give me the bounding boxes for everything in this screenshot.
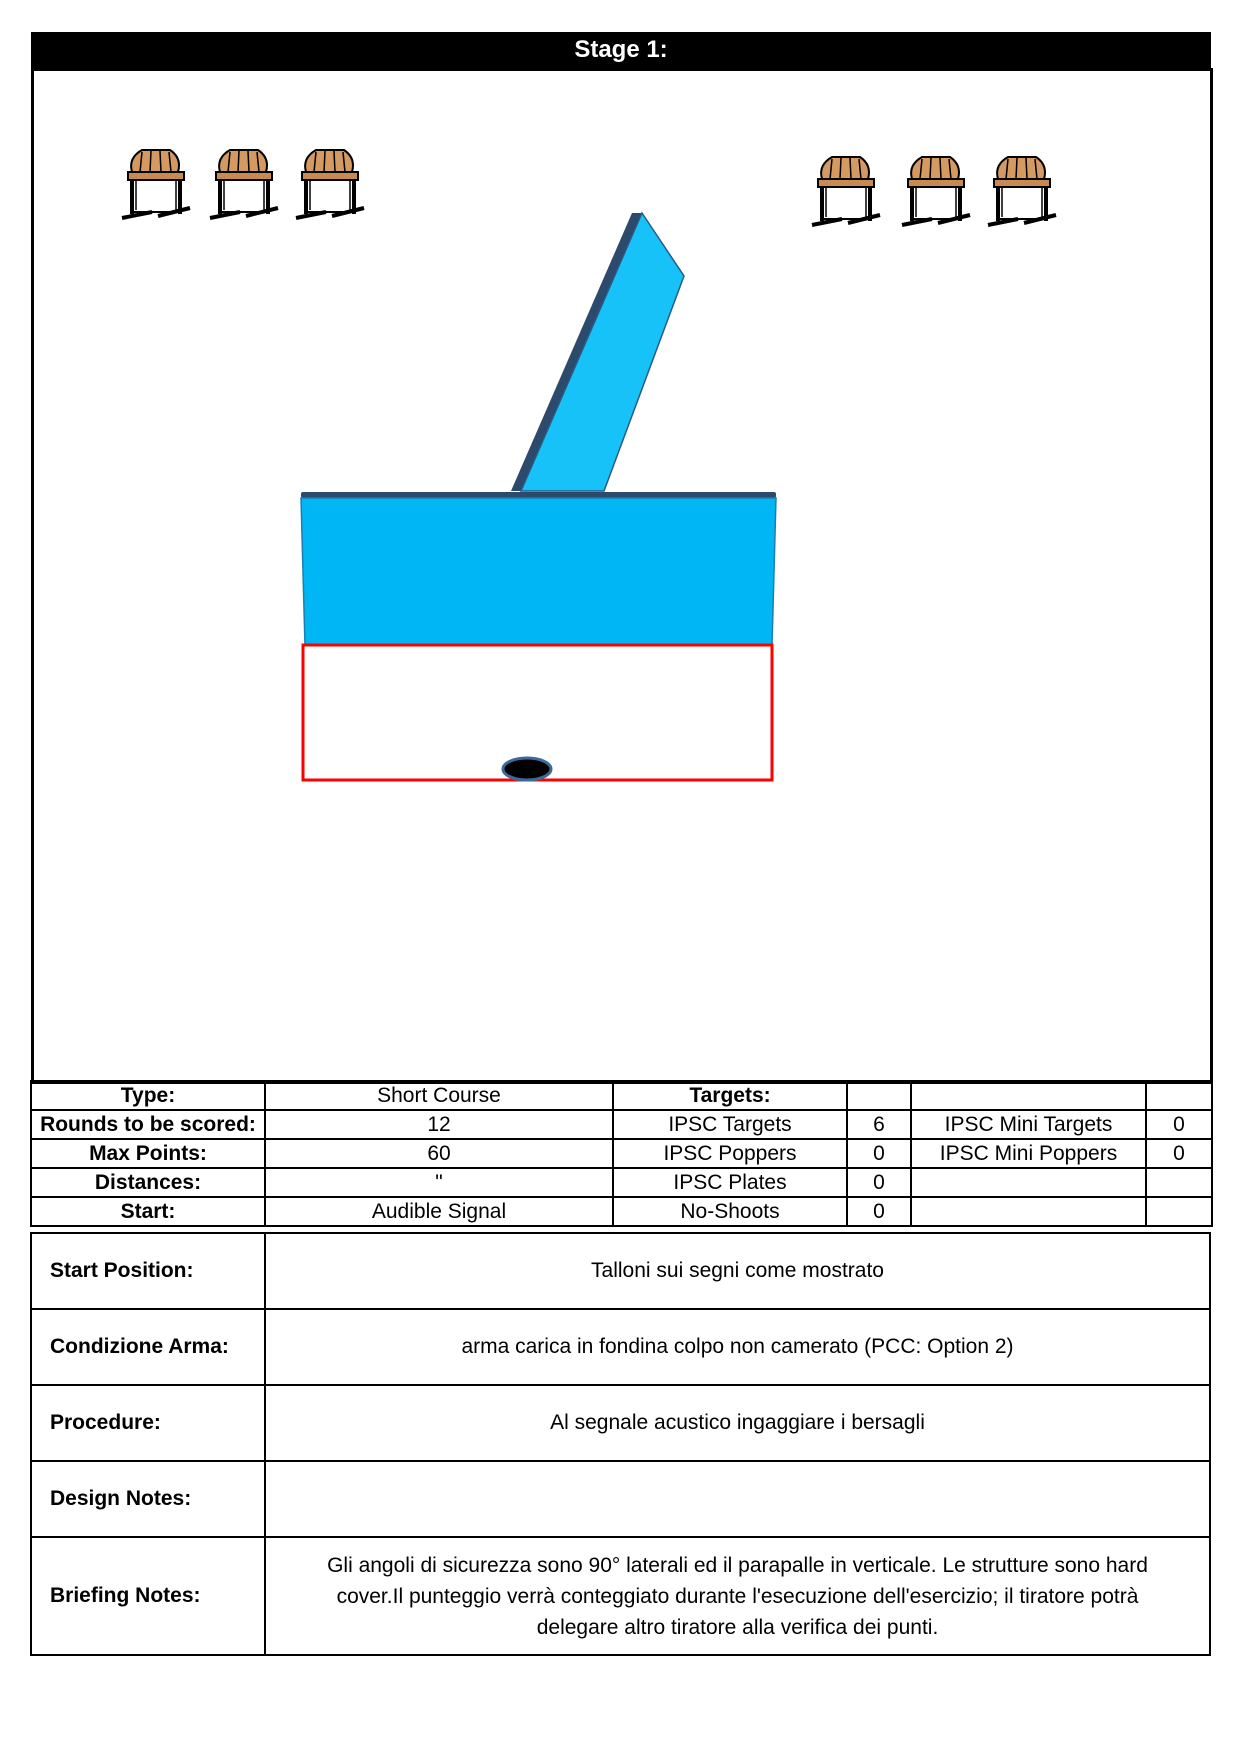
start-label: Start:	[31, 1197, 265, 1226]
stage-summary-table	[30, 1080, 1213, 1227]
distances-label: Distances:	[31, 1168, 265, 1197]
diagonal-wall-icon	[511, 213, 684, 491]
stage-diagram	[31, 68, 1213, 1084]
max-points-label: Max Points:	[31, 1139, 265, 1168]
empty-cell	[1146, 1168, 1212, 1197]
ipsc-poppers-label: IPSC Poppers	[613, 1139, 847, 1168]
ipsc-mini-poppers-label: IPSC Mini Poppers	[911, 1139, 1146, 1168]
no-shoots-label: No-Shoots	[613, 1197, 847, 1226]
popper-group-right	[812, 157, 1056, 225]
condition-label: Condizione Arma:	[31, 1309, 265, 1385]
mini-target-count	[1146, 1081, 1212, 1110]
stage-title: Stage 1:	[31, 32, 1211, 68]
briefing-notes-label: Briefing Notes:	[31, 1537, 265, 1655]
start-value: Audible Signal	[265, 1197, 613, 1226]
target-count	[847, 1081, 911, 1110]
table-row	[31, 1537, 1210, 1655]
max-points-value: 60	[265, 1139, 613, 1168]
stage-diagram-svg	[34, 71, 1210, 1081]
no-shoots-count: 0	[847, 1197, 911, 1226]
design-notes-value	[265, 1461, 1210, 1537]
table-row	[31, 1081, 1212, 1110]
ipsc-mini-targets-count: 0	[1146, 1110, 1212, 1139]
briefing-line: Gli angoli di sicurezza sono 90° laterali ed il parapalle in verticale. Le strutture sono hard	[327, 1553, 1148, 1577]
design-notes-label: Design Notes:	[31, 1461, 265, 1537]
mini-target-label	[911, 1081, 1146, 1110]
rounds-value: 12	[265, 1110, 613, 1139]
popper-icon	[122, 150, 190, 218]
ipsc-mini-targets-label: IPSC Mini Targets	[911, 1110, 1146, 1139]
distances-value: "	[265, 1168, 613, 1197]
start-position-marker	[503, 758, 551, 780]
popper-icon	[988, 157, 1056, 225]
ipsc-plates-label: IPSC Plates	[613, 1168, 847, 1197]
table-row	[31, 1309, 1210, 1385]
table-row	[31, 1233, 1210, 1309]
popper-icon	[296, 150, 364, 218]
rounds-label: Rounds to be scored:	[31, 1110, 265, 1139]
empty-cell	[911, 1168, 1146, 1197]
front-wall-icon	[301, 492, 776, 646]
type-value: Short Course	[265, 1081, 613, 1110]
type-label: Type:	[31, 1081, 265, 1110]
briefing-line: delegare altro tiratore alla verifica dei punti.	[536, 1615, 939, 1639]
table-row	[31, 1168, 1212, 1197]
condition-value: arma carica in fondina colpo non camerato (PCC: Option 2)	[265, 1309, 1210, 1385]
table-row	[31, 1461, 1210, 1537]
table-row	[31, 1110, 1212, 1139]
procedure-value: Al segnale acustico ingaggiare i bersagli	[265, 1385, 1210, 1461]
popper-icon	[210, 150, 278, 218]
empty-cell	[911, 1197, 1146, 1226]
start-position-value: Talloni sui segni come mostrato	[265, 1233, 1210, 1309]
stage-notes-table	[30, 1232, 1211, 1656]
start-position-label: Start Position:	[31, 1233, 265, 1309]
briefing-line: cover.Il punteggio verrà conteggiato durante l'esecuzione dell'esercizio; il tiratore potrà	[336, 1584, 1139, 1608]
empty-cell	[1146, 1197, 1212, 1226]
popper-group-left	[122, 150, 364, 218]
table-row	[31, 1197, 1212, 1226]
ipsc-plates-count: 0	[847, 1168, 911, 1197]
targets-header: Targets:	[613, 1081, 847, 1110]
popper-icon	[902, 157, 970, 225]
ipsc-poppers-count: 0	[847, 1139, 911, 1168]
procedure-label: Procedure:	[31, 1385, 265, 1461]
ipsc-mini-poppers-count: 0	[1146, 1139, 1212, 1168]
popper-icon	[812, 157, 880, 225]
ipsc-targets-label: IPSC Targets	[613, 1110, 847, 1139]
briefing-notes-value	[265, 1537, 1210, 1655]
ipsc-targets-count: 6	[847, 1110, 911, 1139]
table-row	[31, 1385, 1210, 1461]
table-row	[31, 1139, 1212, 1168]
